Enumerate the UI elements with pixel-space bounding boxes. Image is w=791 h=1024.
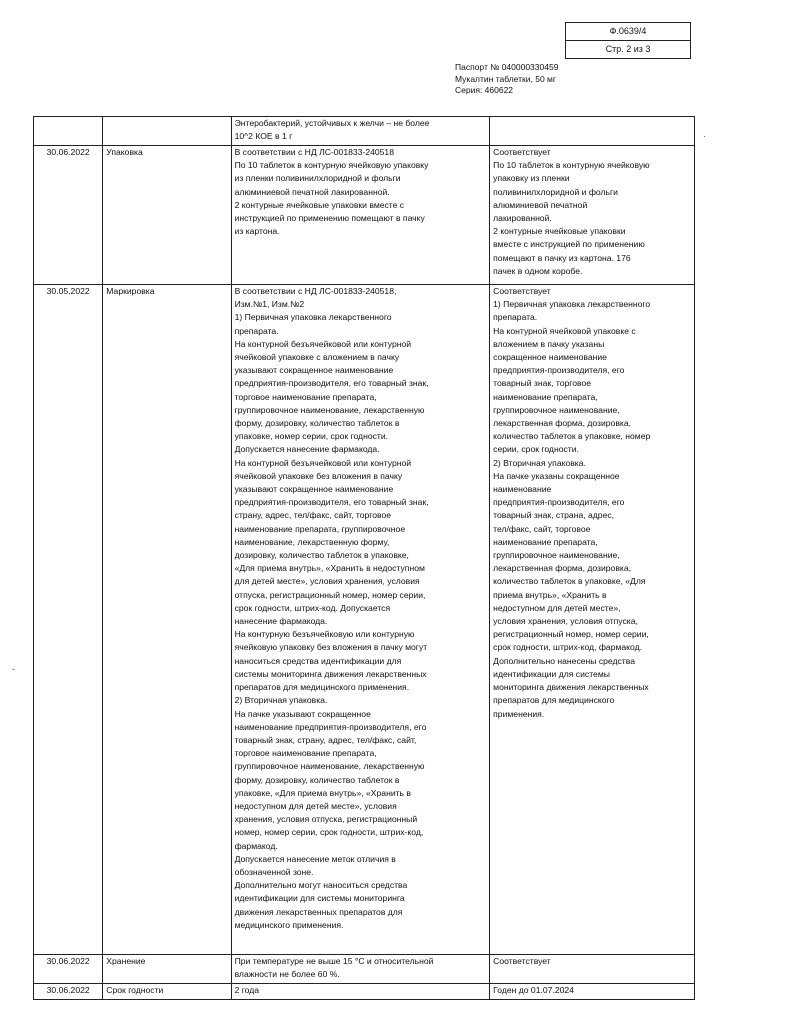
table-row-storage	[34, 955, 695, 984]
table-row-shelf-life	[34, 984, 695, 1000]
form-code-box	[565, 22, 691, 59]
row-date: 30.06.2022	[34, 146, 103, 285]
row-requirement: 2 года	[231, 984, 490, 1000]
series-number: Серия: 460622	[455, 85, 514, 95]
row-result: Соответствует По 10 таблеток в контурную ячейковую упаковку из пленки поливинилхлоридной и фольги алюминиевой печатной лакированной. 2 контурные ячейковые упаковки вместе с инструкцией по применению помещают в пачку из картона. 176 пачек в одном коробе.	[490, 146, 695, 285]
row-indicator: Маркировка	[103, 285, 231, 955]
row-result: Соответствует 1) Первичная упаковка лекарственного препарата. На контурной ячейковой упаковке с вложением в пачку указаны сокращенное наименование предприятия-производителя, его товарный знак, торговое наименование препарата, группировочное наименование, лекарственная форма, дозировка, количество таблеток в упаковке, номер серии, срок годности. 2) Вторичная упаковка. На пачке указаны сокращенное наименование предприятия-производителя, его товарный знак, страна, адрес, тел/факс, сайт, торговое наименование препарата, группировочное наименование, лекарственная форма, дозировка, количество таблеток в упаковке, «Для приема внутрь», «Хранить в недоступном для детей месте», условия хранения, условия отпуска, регистрационный номер, номер серии, срок годности, штрих-код, фармакод. Дополнительно нанесены средства идентификации для системы мониторинга движения лекарственных препаратов для медицинского применения.	[490, 285, 695, 955]
row-requirement: В соответствии с НД ЛС-001833-240518, Изм.№1, Изм.№2 1) Первичная упаковка лекарственного препарата. На контурной безъячейковой или контурной ячейковой упаковке с вложением в пачку указывают сокращенное наименование предприятия-производителя, его товарный знак, торговое наименование препарата, группировочное наименование, лекарственную форму, дозировку, количество таблеток в упаковке, номер серии, срок годности. Допускается нанесение фармакода. На контурной безъячейковой или контурной ячейковой упаковке без вложения в пачку указывают сокращенное наименование предприятия-производителя, его товарный знак, страну, адрес, тел/факс, сайт, торговое наименование препарата, группировочное наименование, лекарственную форму, дозировку, количество таблеток в упаковке, «Для приема внутрь», «Хранить в недоступном для детей месте», условия хранения, условия отпуска, регистрационный номер, номер серии, срок годности, штрих-код. Допускается нанесение фармакода. На контурную безъячейковую или контурную ячейковую упаковку без вложения в пачку могут наноситься средства идентификации для системы мониторинга движения лекарственных препаратов для медицинского применения. 2) Вторичная упаковка. На пачке указывают сокращенное наименование предприятия-производителя, его товарный знак, страну, адрес, тел/факс, сайт, торговое наименование препарата, группировочное наименование, лекарственную форму, дозировку, количество таблеток в упаковке, «Для приема внутрь», «Хранить в недоступном для детей месте», условия хранения, условия отпуска, регистрационный номер, номер серии, срок годности, штрих-код, фармакод. Допускается нанесение меток отличия в обозначенной зоне. Дополнительно могут наноситься средства идентификации для системы мониторинга движения лекарственных препаратов для медицинского применения.	[231, 285, 490, 955]
form-code: Ф.0639/4	[609, 26, 647, 36]
passport-number: Паспорт № 040000330459	[455, 62, 559, 72]
row-indicator: Упаковка	[103, 146, 231, 285]
row-date	[34, 117, 103, 146]
row-indicator: Срок годности	[103, 984, 231, 1000]
row-result: Годен до 01.07.2024	[490, 984, 695, 1000]
row-requirement: В соответствии с НД ЛС-001833-240518 По 10 таблеток в контурную ячейковую упаковку из пленки поливинилхлоридной и фольги алюминиевой печатной лакированной. 2 контурные ячейковые упаковки вместе с инструкцией по применению помещают в пачку из картона.	[231, 146, 490, 285]
product-name: Мукалтин таблетки, 50 мг	[455, 73, 556, 84]
row-result: Соответствует	[490, 955, 695, 984]
margin-mark: -	[12, 664, 15, 674]
table-row-packaging	[34, 146, 695, 285]
table-row-continuation	[34, 117, 695, 146]
page-number: Стр. 2 из 3	[566, 40, 690, 58]
row-requirement: Энтеробактерий, устойчивых к желчи – не более 10^2 КОЕ в 1 г	[231, 117, 490, 146]
scan-mark: ·	[703, 131, 706, 141]
row-requirement: При температуре не выше 15 °С и относительной влажности не более 60 %.	[231, 955, 490, 984]
passport-block	[455, 62, 558, 97]
row-date: 30.06.2022	[34, 984, 103, 1000]
row-date: 30.06.2022	[34, 955, 103, 984]
row-indicator: Хранение	[103, 955, 231, 984]
row-indicator	[103, 117, 231, 146]
table-row-marking	[34, 285, 695, 955]
quality-table	[33, 116, 695, 1000]
row-date: 30.05.2022	[34, 285, 103, 955]
row-result	[490, 117, 695, 146]
